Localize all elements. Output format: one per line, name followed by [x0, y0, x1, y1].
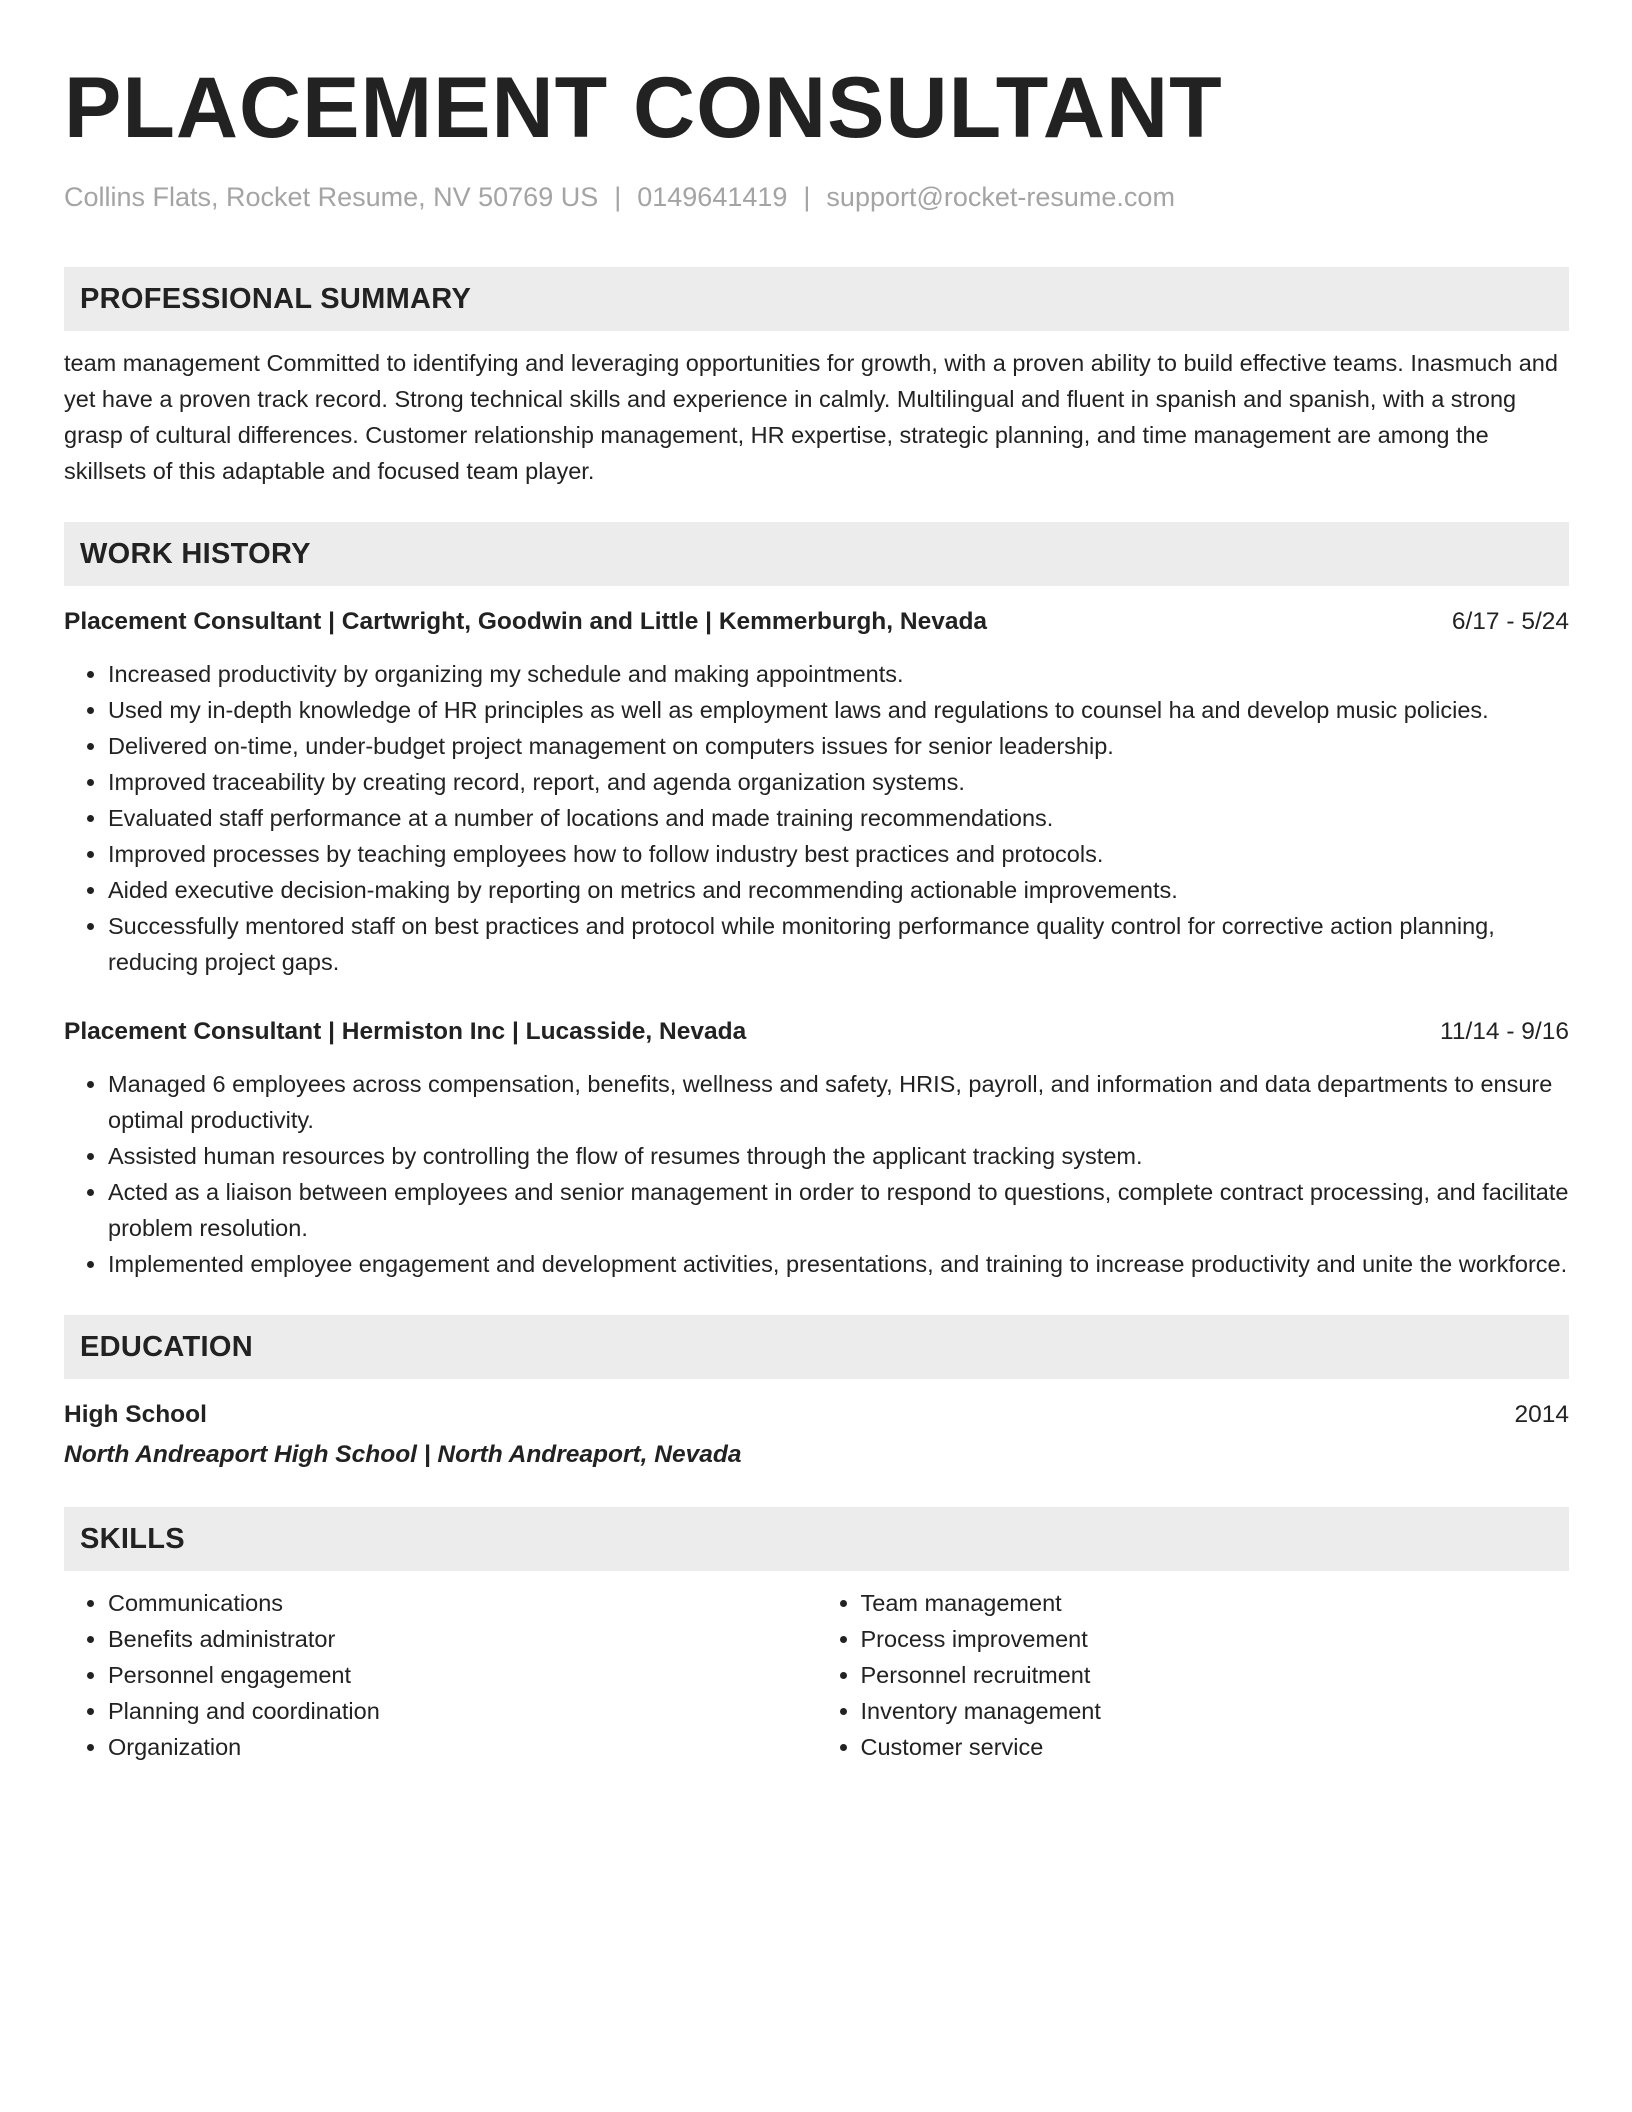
- job-dates: 11/14 - 9/16: [1440, 1018, 1569, 1045]
- job-bullet: • Acted as a liaison between employees and senior management in order to respond to questions, complete contract processing, and facilitate problem resolution.: [108, 1174, 1569, 1246]
- job-bullets: [64, 1066, 1569, 1282]
- skill-item: • Process improvement: [861, 1621, 1570, 1657]
- job-bullet: • Delivered on-time, under-budget project management on computers issues for senior leadership.: [108, 728, 1569, 764]
- skills-column-right: [817, 1585, 1570, 1765]
- resume-page: [64, 58, 1569, 1765]
- skill-item: • Communications: [108, 1585, 817, 1621]
- job-header: [64, 604, 1569, 640]
- job-bullet: • Assisted human resources by controlling the flow of resumes through the applicant tracking system.: [108, 1138, 1569, 1174]
- education-year: 2014: [1514, 1401, 1569, 1428]
- section-heading-work-history: WORK HISTORY: [64, 522, 1569, 586]
- education-degree: High School: [64, 1401, 207, 1428]
- job-title: Placement Consultant | Hermiston Inc | Lucasside, Nevada: [64, 1018, 747, 1045]
- job-bullets: [64, 656, 1569, 980]
- education-school: North Andreaport High School | North Andreaport, Nevada: [64, 1441, 742, 1468]
- skill-item: • Planning and coordination: [108, 1693, 817, 1729]
- contact-line: [64, 180, 1569, 214]
- job-bullet: • Evaluated staff performance at a number of locations and made training recommendations.: [108, 800, 1569, 836]
- skill-item: • Customer service: [861, 1729, 1570, 1765]
- job-bullet: • Increased productivity by organizing my schedule and making appointments.: [108, 656, 1569, 692]
- skill-item: • Personnel engagement: [108, 1657, 817, 1693]
- job-dates: 6/17 - 5/24: [1451, 608, 1569, 635]
- skill-item: • Personnel recruitment: [861, 1657, 1570, 1693]
- skill-item: • Organization: [108, 1729, 817, 1765]
- contact-address: Collins Flats, Rocket Resume, NV 50769 US: [64, 182, 599, 212]
- skill-item: • Benefits administrator: [108, 1621, 817, 1657]
- section-heading-education: EDUCATION: [64, 1315, 1569, 1379]
- job-bullet: • Managed 6 employees across compensation, benefits, wellness and safety, HRIS, payroll, and information and data departments to ensure optimal productivity.: [108, 1066, 1569, 1138]
- job-bullet: • Used my in-depth knowledge of HR principles as well as employment laws and regulations to counsel ha and develop music policies.: [108, 692, 1569, 728]
- job-bullet: • Improved traceability by creating record, report, and agenda organization systems.: [108, 764, 1569, 800]
- section-heading-summary: PROFESSIONAL SUMMARY: [64, 267, 1569, 331]
- section-heading-skills: SKILLS: [64, 1507, 1569, 1571]
- skill-item: • Team management: [861, 1585, 1570, 1621]
- education-header: [64, 1397, 1569, 1433]
- education-entry: [64, 1397, 1569, 1473]
- job-title: Placement Consultant | Cartwright, Goodwin and Little | Kemmerburgh, Nevada: [64, 608, 988, 635]
- job-bullet: • Successfully mentored staff on best practices and protocol while monitoring performance quality control for corrective action planning, reducing project gaps.: [108, 908, 1569, 980]
- job-bullet: • Aided executive decision-making by reporting on metrics and recommending actionable improvements.: [108, 872, 1569, 908]
- contact-separator: |: [803, 182, 811, 212]
- job-header: [64, 1014, 1569, 1050]
- job-entry: [64, 1014, 1569, 1282]
- skill-item: • Inventory management: [861, 1693, 1570, 1729]
- page-title: PLACEMENT CONSULTANT: [64, 60, 1223, 156]
- skills-grid: [64, 1585, 1569, 1765]
- job-bullet: • Improved processes by teaching employees how to follow industry best practices and protocols.: [108, 836, 1569, 872]
- job-entry: [64, 604, 1569, 980]
- summary-text: team management Committed to identifying and leveraging opportunities for growth, with a proven ability to build effective teams. Inasmuch and yet have a proven track record. Strong technical skills and experience in calmly. Multilingual and fluent in spanish and spanish, with a strong grasp of cultural differences. Customer relationship management, HR expertise, strategic planning, and time management are among the skillsets of this adaptable and focused team player.: [64, 350, 1558, 484]
- contact-separator: |: [614, 182, 622, 212]
- contact-email: support@rocket-resume.com: [826, 182, 1175, 212]
- skills-column-left: [64, 1585, 817, 1765]
- job-bullet: • Implemented employee engagement and development activities, presentations, and training to increase productivity and unite the workforce.: [108, 1246, 1569, 1282]
- contact-phone: 0149641419: [637, 182, 788, 212]
